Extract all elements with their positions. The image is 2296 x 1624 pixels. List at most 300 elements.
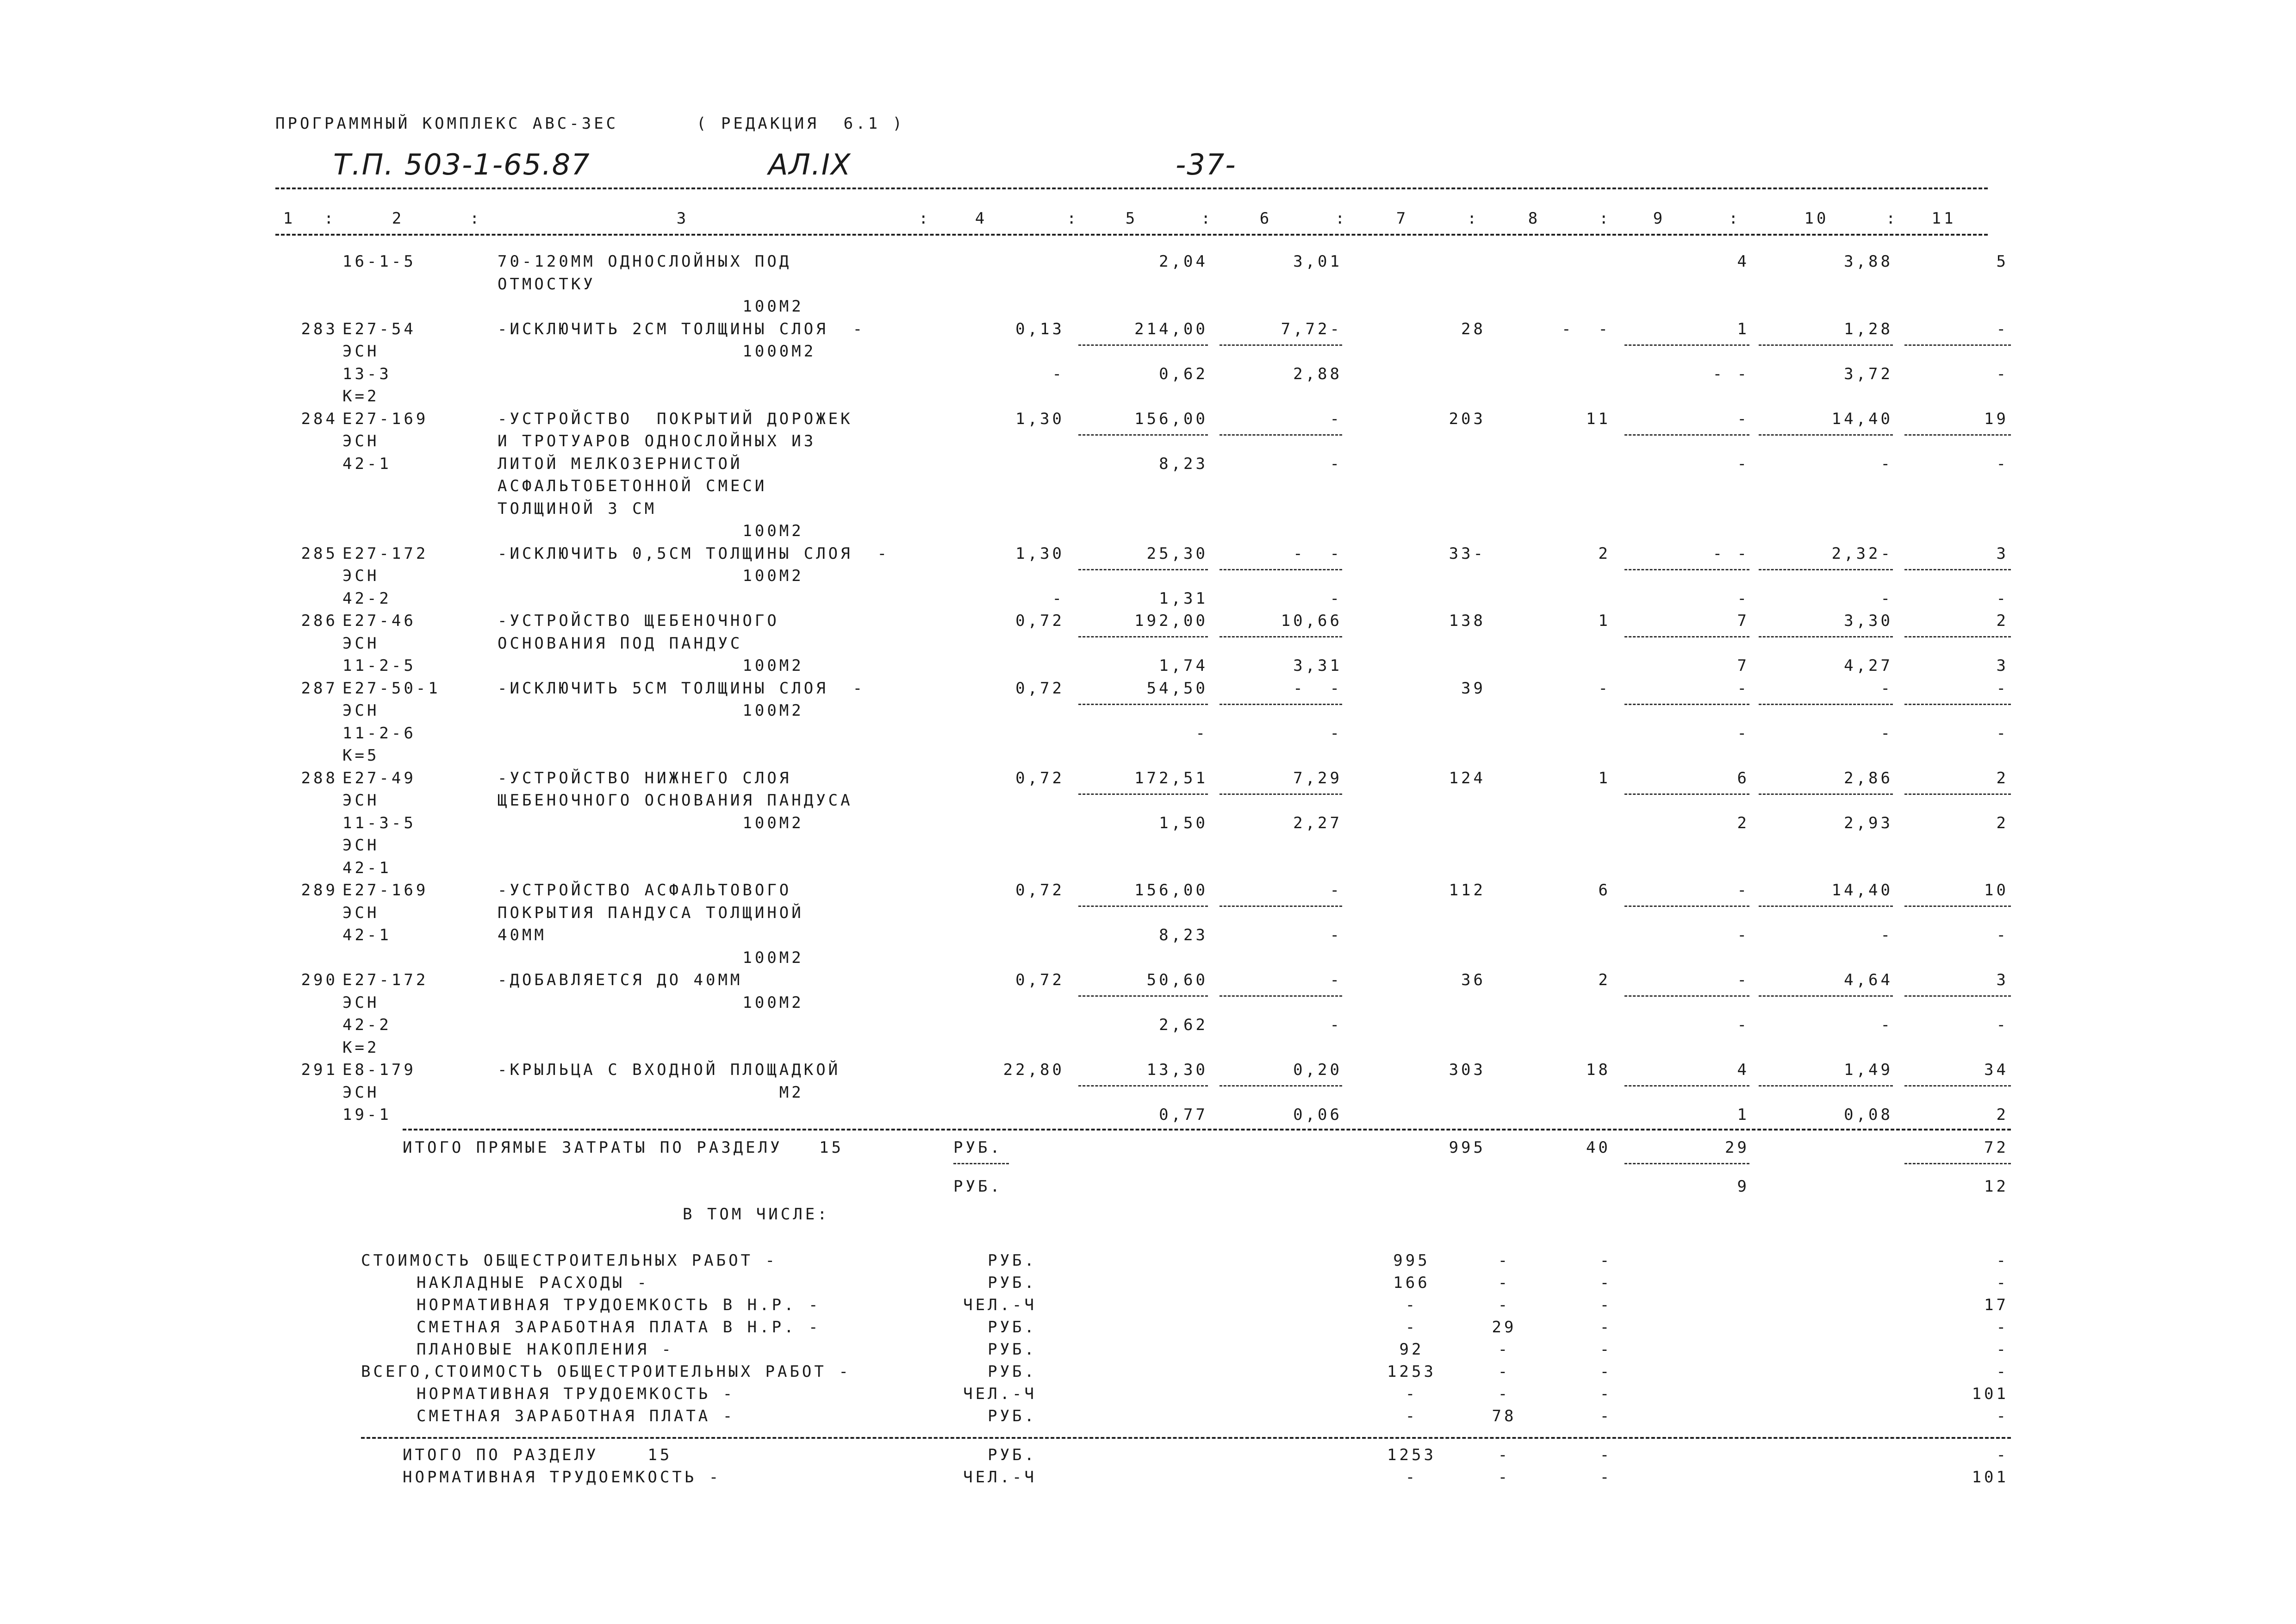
column-header-11: 11 [1931, 209, 1956, 228]
table-cell-col7: 112 [1449, 881, 1486, 899]
final-col8: - [1498, 1468, 1511, 1487]
final-col7: - [1405, 1468, 1418, 1487]
table-cell-col2: 42-1 [342, 926, 392, 944]
dashed-separator [1904, 906, 2011, 907]
table-cell-col2: ЭСН [342, 836, 380, 855]
dashed-separator [1220, 793, 1342, 795]
dashed-separator [1078, 344, 1208, 346]
table-cell-col3: ОТМОСТКУ [498, 275, 596, 294]
project-number: Т.П. 503-1-65.87 [333, 148, 591, 181]
table-cell-col9: - [1737, 409, 1749, 428]
table-cell-col11: 2 [1996, 1106, 2009, 1124]
table-cell-col3: 1000М2 [498, 342, 816, 361]
column-divider: : [1729, 209, 1741, 228]
summary-col8: - [1498, 1295, 1511, 1314]
table-cell-col8: - [1598, 679, 1611, 698]
table-cell-col5: 1,50 [1159, 813, 1208, 832]
table-cell-col9: - [1737, 971, 1749, 989]
column-header-6: 6 [1259, 209, 1272, 228]
table-cell-col3: ЛИТОЙ МЕЛКОЗЕРНИСТОЙ [498, 454, 743, 473]
dashed-separator [1220, 636, 1342, 637]
table-cell-col9: 4 [1737, 1061, 1749, 1079]
table-cell-col7: 39 [1461, 679, 1486, 698]
table-cell-col5: 214,00 [1134, 319, 1208, 338]
table-cell-col10: 2,93 [1844, 813, 1893, 832]
table-cell-col2: ЭСН [342, 903, 380, 922]
table-cell-col10: 14,40 [1831, 409, 1893, 428]
table-cell-col2: ЭСН [342, 701, 380, 720]
table-cell-col11: 10 [1984, 881, 2009, 899]
totals-col9: 29 [1725, 1138, 1749, 1157]
including-heading: В ТОМ ЧИСЛЕ: [683, 1205, 830, 1224]
summary-col9: - [1599, 1340, 1612, 1359]
totals2-col11: 12 [1984, 1177, 2009, 1196]
summary-unit: РУБ. [988, 1362, 1037, 1381]
table-cell-col3: 40ММ [498, 926, 547, 944]
dashed-separator [1904, 434, 2011, 436]
dashed-separator [1904, 636, 2011, 637]
summary-label: ВСЕГО,СТОИМОСТЬ ОБЩЕСТРОИТЕЛЬНЫХ РАБОТ - [361, 1362, 851, 1381]
table-cell-col7: 28 [1461, 319, 1486, 338]
dashed-separator [1904, 1085, 2011, 1087]
table-cell-col6: - [1330, 881, 1342, 899]
table-cell-col9: 1 [1737, 319, 1749, 338]
dashed-separator [1759, 704, 1893, 705]
table-cell-col4: - [1052, 364, 1064, 383]
table-cell-col6: - [1330, 724, 1342, 743]
table-cell-col6: 10,66 [1281, 612, 1342, 630]
table-cell-col6: 2,27 [1293, 813, 1342, 832]
summary-label: СМЕТНАЯ ЗАРАБОТНАЯ ПЛАТА В Н.Р. - [417, 1318, 821, 1337]
table-cell-col2: Е27-169 [342, 409, 429, 428]
table-cell-col2: ЭСН [342, 634, 380, 653]
table-cell-col10: - [1880, 679, 1893, 698]
dashed-separator [1220, 344, 1342, 346]
dashed-separator [1904, 569, 2011, 570]
final-label: НОРМАТИВНАЯ ТРУДОЕМКОСТЬ - [403, 1468, 722, 1487]
summary-col7: 166 [1393, 1273, 1430, 1292]
dashed-separator [1904, 704, 2011, 705]
column-header-8: 8 [1528, 209, 1541, 228]
table-cell-col10: 14,40 [1831, 881, 1893, 899]
table-cell-col10: 3,30 [1844, 612, 1893, 630]
dashed-separator [1904, 995, 2011, 997]
dashed-separator [1220, 704, 1342, 705]
table-cell-col8: - - [1562, 319, 1611, 338]
table-cell-col2: 19-1 [342, 1106, 392, 1124]
header-rule-bottom [275, 234, 1988, 236]
table-cell-col4: - [1052, 589, 1064, 608]
final-unit: ЧЕЛ.-Ч [963, 1468, 1037, 1487]
table-cell-col11: - [1996, 454, 2009, 473]
table-cell-col4: 0,72 [1015, 612, 1064, 630]
final-col11: - [1996, 1445, 2009, 1464]
table-cell-col1: 290 [301, 971, 338, 989]
summary-unit: РУБ. [988, 1406, 1037, 1425]
column-header-9: 9 [1653, 209, 1666, 228]
table-cell-col9: 7 [1737, 656, 1749, 675]
table-cell-col5: 8,23 [1159, 454, 1208, 473]
table-cell-col2: 42-2 [342, 589, 392, 608]
dashed-separator [1759, 344, 1893, 346]
table-cell-col5: - [1195, 724, 1208, 743]
table-cell-col10: - [1880, 589, 1893, 608]
table-cell-col1: 284 [301, 409, 338, 428]
final-col9: - [1599, 1468, 1612, 1487]
column-divider: : [919, 209, 931, 228]
table-cell-col1: 283 [301, 319, 338, 338]
table-cell-col5: 54,50 [1146, 679, 1208, 698]
column-divider: : [470, 209, 482, 228]
dashed-separator [1078, 906, 1208, 907]
dashed-separator [1078, 995, 1208, 997]
dashed-separator [1904, 344, 2011, 346]
table-cell-col3: -УСТРОЙСТВО ЩЕБЕНОЧНОГО [498, 612, 779, 630]
dashed-separator [1624, 1163, 1749, 1164]
table-cell-col9: - [1737, 926, 1749, 944]
table-cell-col2: К=2 [342, 1038, 380, 1057]
dashed-separator [1759, 793, 1893, 795]
table-cell-col11: - [1996, 589, 2009, 608]
table-cell-col11: 2 [1996, 768, 2009, 787]
totals2-col9: 9 [1737, 1177, 1749, 1196]
table-cell-col10: 1,49 [1844, 1061, 1893, 1079]
table-cell-col2: 11-2-6 [342, 724, 416, 743]
table-cell-col3: 100М2 [498, 948, 804, 967]
table-cell-col5: 2,62 [1159, 1016, 1208, 1034]
table-cell-col10: 0,08 [1844, 1106, 1893, 1124]
summary-col7: - [1405, 1384, 1418, 1403]
table-cell-col5: 156,00 [1134, 881, 1208, 899]
summary-col11: - [1996, 1362, 2009, 1381]
table-cell-col7: 33- [1449, 544, 1486, 563]
summary-unit: ЧЕЛ.-Ч [963, 1295, 1037, 1314]
dashed-separator [1220, 906, 1342, 907]
album-number: АЛ.IX [768, 148, 852, 181]
table-cell-col9: - [1737, 589, 1749, 608]
summary-col7: 92 [1399, 1340, 1424, 1359]
totals-unit: РУБ. [953, 1138, 1002, 1157]
dashed-separator [1078, 793, 1208, 795]
table-cell-col9: - - [1712, 364, 1749, 383]
table-cell-col5: 192,00 [1134, 612, 1208, 630]
dashed-separator [953, 1163, 1009, 1164]
table-cell-col2: 16-1-5 [342, 252, 416, 271]
dashed-separator [1624, 704, 1749, 705]
dashed-separator [1624, 636, 1749, 637]
table-cell-col3: 100М2 [498, 297, 804, 316]
table-cell-col9: 6 [1737, 768, 1749, 787]
table-cell-col9: - - [1712, 544, 1749, 563]
table-cell-col9: - [1737, 724, 1749, 743]
column-header-10: 10 [1804, 209, 1829, 228]
table-cell-col7: 36 [1461, 971, 1486, 989]
dashed-separator [1904, 1163, 2011, 1164]
summary-unit: РУБ. [988, 1318, 1037, 1337]
table-cell-col10: 4,64 [1844, 971, 1893, 989]
table-cell-col2: 11-2-5 [342, 656, 416, 675]
dashed-separator [1220, 1085, 1342, 1087]
summary-label: НОРМАТИВНАЯ ТРУДОЕМКОСТЬ - [417, 1384, 735, 1403]
summary-col7: - [1405, 1318, 1418, 1337]
edition-label: ( РЕДАКЦИЯ 6.1 ) [697, 114, 905, 133]
table-cell-col2: Е27-169 [342, 881, 429, 899]
dashed-separator [1078, 704, 1208, 705]
table-cell-col3: ПОКРЫТИЯ ПАНДУСА ТОЛЩИНОЙ [498, 903, 804, 922]
table-cell-col2: ЭСН [342, 432, 380, 450]
summary-col11: 101 [1972, 1384, 2009, 1403]
table-cell-col8: 1 [1598, 612, 1611, 630]
table-cell-col2: К=2 [342, 387, 380, 406]
dashed-separator [1624, 906, 1749, 907]
table-cell-col2: ЭСН [342, 791, 380, 810]
dashed-separator [1759, 995, 1893, 997]
table-cell-col1: 289 [301, 881, 338, 899]
table-cell-col3: М2 [498, 1083, 804, 1102]
dashed-separator [1078, 434, 1208, 436]
column-header-7: 7 [1396, 209, 1409, 228]
table-cell-col6: 0,06 [1293, 1106, 1342, 1124]
table-cell-col3: 100М2 [498, 656, 804, 675]
dashed-separator [1624, 344, 1749, 346]
dashed-separator [1759, 636, 1893, 637]
table-cell-col6: - [1330, 1016, 1342, 1034]
column-divider: : [1467, 209, 1480, 228]
table-cell-col3: -ИСКЛЮЧИТЬ 2СМ ТОЛЩИНЫ СЛОЯ - [498, 319, 865, 338]
table-cell-col2: Е27-172 [342, 544, 429, 563]
final-col8: - [1498, 1445, 1511, 1464]
table-cell-col8: 2 [1598, 971, 1611, 989]
table-cell-col6: - - [1293, 679, 1342, 698]
table-cell-col8: 2 [1598, 544, 1611, 563]
totals-col7: 995 [1449, 1138, 1486, 1157]
summary-col11: - [1996, 1251, 2009, 1270]
table-cell-col6: - - [1293, 544, 1342, 563]
summary-unit: РУБ. [988, 1273, 1037, 1292]
table-cell-col8: 6 [1598, 881, 1611, 899]
table-cell-col1: 287 [301, 679, 338, 698]
column-divider: : [1886, 209, 1898, 228]
totals-direct-costs-label: ИТОГО ПРЯМЫЕ ЗАТРАТЫ ПО РАЗДЕЛУ 15 [403, 1138, 844, 1157]
table-cell-col11: - [1996, 1016, 2009, 1034]
table-cell-col2: ЭСН [342, 993, 380, 1012]
table-cell-col11: 19 [1984, 409, 2009, 428]
summary-col11: - [1996, 1318, 2009, 1337]
table-cell-col3: 100М2 [498, 701, 804, 720]
summary-col8: - [1498, 1273, 1511, 1292]
table-cell-col9: - [1737, 679, 1749, 698]
summary-col11: - [1996, 1340, 2009, 1359]
table-cell-col10: 3,72 [1844, 364, 1893, 383]
table-cell-col10: - [1880, 926, 1893, 944]
table-cell-col3: -УСТРОЙСТВО АСФАЛЬТОВОГО [498, 881, 792, 899]
dashed-separator [1904, 793, 2011, 795]
table-cell-col6: 2,88 [1293, 364, 1342, 383]
table-cell-col11: 3 [1996, 544, 2009, 563]
summary-col9: - [1599, 1273, 1612, 1292]
table-cell-col2: 42-2 [342, 1016, 392, 1034]
table-cell-col3: 70-120ММ ОДНОСЛОЙНЫХ ПОД [498, 252, 792, 271]
summary-col8: - [1498, 1384, 1511, 1403]
table-cell-col4: 0,72 [1015, 971, 1064, 989]
table-cell-col3: АСФАЛЬТОБЕТОННОЙ СМЕСИ [498, 477, 767, 495]
table-cell-col2: Е27-172 [342, 971, 429, 989]
table-cell-col3: -УСТРОЙСТВО ПОКРЫТИЙ ДОРОЖЕК [498, 409, 853, 428]
summary-label: СТОИМОСТЬ ОБЩЕСТРОИТЕЛЬНЫХ РАБОТ - [361, 1251, 778, 1270]
table-cell-col6: - [1330, 589, 1342, 608]
table-cell-col11: 2 [1996, 612, 2009, 630]
table-cell-col5: 156,00 [1134, 409, 1208, 428]
final-unit: РУБ. [988, 1445, 1037, 1464]
table-cell-col5: 1,74 [1159, 656, 1208, 675]
summary-label: СМЕТНАЯ ЗАРАБОТНАЯ ПЛАТА - [417, 1406, 735, 1425]
summary-label: НОРМАТИВНАЯ ТРУДОЕМКОСТЬ В Н.Р. - [417, 1295, 821, 1314]
table-cell-col11: - [1996, 679, 2009, 698]
column-divider: : [1067, 209, 1079, 228]
table-cell-col9: - [1737, 1016, 1749, 1034]
table-cell-col2: 11-3-5 [342, 813, 416, 832]
table-cell-col1: 285 [301, 544, 338, 563]
summary-col11: 17 [1984, 1295, 2009, 1314]
table-cell-col2: 42-1 [342, 858, 392, 877]
table-cell-col4: 0,72 [1015, 679, 1064, 698]
dashed-separator [1220, 995, 1342, 997]
table-cell-col3: ОСНОВАНИЯ ПОД ПАНДУС [498, 634, 743, 653]
table-cell-col11: 3 [1996, 971, 2009, 989]
dashed-separator [1624, 569, 1749, 570]
table-cell-col3: 100М2 [498, 522, 804, 540]
table-cell-col5: 0,62 [1159, 364, 1208, 383]
summary-unit: ЧЕЛ.-Ч [963, 1384, 1037, 1403]
table-cell-col7: 203 [1449, 409, 1486, 428]
table-cell-col2: ЭСН [342, 342, 380, 361]
table-cell-col3: ЩЕБЕНОЧНОГО ОСНОВАНИЯ ПАНДУСА [498, 791, 853, 810]
table-cell-col10: - [1880, 724, 1893, 743]
table-cell-col6: 7,72- [1281, 319, 1342, 338]
column-header-4: 4 [975, 209, 988, 228]
table-cell-col6: - [1330, 454, 1342, 473]
table-cell-col3: И ТРОТУАРОВ ОДНОСЛОЙНЫХ ИЗ [498, 432, 816, 450]
table-cell-col4: 22,80 [1003, 1061, 1064, 1079]
summary-col8: 29 [1492, 1318, 1517, 1337]
table-cell-col2: Е27-54 [342, 319, 416, 338]
summary-col11: - [1996, 1406, 2009, 1425]
dashed-separator [1759, 1085, 1893, 1087]
table-cell-col3: ТОЛЩИНОЙ 3 СМ [498, 499, 657, 518]
table-cell-col10: 3,88 [1844, 252, 1893, 271]
table-cell-col1: 291 [301, 1061, 338, 1079]
table-cell-col9: 7 [1737, 612, 1749, 630]
table-cell-col5: 13,30 [1146, 1061, 1208, 1079]
dashed-separator [1759, 434, 1893, 436]
summary-col9: - [1599, 1251, 1612, 1270]
summary-col7: 1253 [1387, 1362, 1436, 1381]
table-cell-col5: 172,51 [1134, 768, 1208, 787]
table-cell-col10: 4,27 [1844, 656, 1893, 675]
table-cell-col4: 0,72 [1015, 881, 1064, 899]
dashed-separator [1759, 569, 1893, 570]
table-cell-col11: 34 [1984, 1061, 2009, 1079]
page-number: -37- [1176, 148, 1237, 181]
table-cell-col8: 18 [1586, 1061, 1611, 1079]
summary-col7: - [1405, 1406, 1418, 1425]
table-cell-col6: 7,29 [1293, 768, 1342, 787]
summary-col9: - [1599, 1318, 1612, 1337]
totals-unit-2: РУБ. [953, 1177, 1002, 1196]
dashed-separator [1759, 906, 1893, 907]
table-cell-col8: 1 [1598, 768, 1611, 787]
table-cell-col7: 303 [1449, 1061, 1486, 1079]
table-cell-col9: - [1737, 454, 1749, 473]
header-rule-top [275, 187, 1988, 189]
table-cell-col1: 286 [301, 612, 338, 630]
summary-col8: - [1498, 1251, 1511, 1270]
table-cell-col7: 138 [1449, 612, 1486, 630]
table-cell-col2: 13-3 [342, 364, 392, 383]
table-cell-col6: - [1330, 926, 1342, 944]
table-cell-col2: Е27-49 [342, 768, 416, 787]
dashed-separator [1078, 636, 1208, 637]
summary-col11: - [1996, 1273, 2009, 1292]
table-cell-col10: 1,28 [1844, 319, 1893, 338]
dashed-separator [1624, 1085, 1749, 1087]
table-cell-col10: 2,32- [1831, 544, 1893, 563]
table-cell-col6: 3,01 [1293, 252, 1342, 271]
table-cell-col1: 288 [301, 768, 338, 787]
table-cell-col2: Е8-179 [342, 1061, 416, 1079]
dashed-separator [403, 1129, 2011, 1131]
table-cell-col9: 4 [1737, 252, 1749, 271]
table-cell-col11: 2 [1996, 813, 2009, 832]
table-cell-col5: 0,77 [1159, 1106, 1208, 1124]
summary-col9: - [1599, 1362, 1612, 1381]
summary-col9: - [1599, 1406, 1612, 1425]
table-cell-col11: 5 [1996, 252, 2009, 271]
table-cell-col10: - [1880, 454, 1893, 473]
totals-col8: 40 [1586, 1138, 1611, 1157]
dashed-separator [1624, 434, 1749, 436]
table-cell-col7: 124 [1449, 768, 1486, 787]
dashed-separator [361, 1437, 2011, 1439]
table-cell-col3: -ИСКЛЮЧИТЬ 5СМ ТОЛЩИНЫ СЛОЯ - [498, 679, 865, 698]
table-cell-col3: 100М2 [498, 813, 804, 832]
table-cell-col5: 50,60 [1146, 971, 1208, 989]
summary-col7: 995 [1393, 1251, 1430, 1270]
table-cell-col9: 2 [1737, 813, 1749, 832]
table-cell-col2: К=5 [342, 746, 380, 765]
column-divider: : [1599, 209, 1612, 228]
table-cell-col2: ЭСН [342, 567, 380, 585]
dashed-separator [1078, 1085, 1208, 1087]
dashed-separator [1624, 995, 1749, 997]
dashed-separator [1220, 569, 1342, 570]
column-header-1: 1 [283, 209, 296, 228]
column-divider: : [1201, 209, 1213, 228]
table-cell-col5: 2,04 [1159, 252, 1208, 271]
dashed-separator [1078, 569, 1208, 570]
final-col9: - [1599, 1445, 1612, 1464]
summary-col9: - [1599, 1295, 1612, 1314]
column-header-3: 3 [676, 209, 689, 228]
table-cell-col3: -ИСКЛЮЧИТЬ 0,5СМ ТОЛЩИНЫ СЛОЯ - [498, 544, 890, 563]
dashed-separator [1624, 793, 1749, 795]
table-cell-col6: - [1330, 409, 1342, 428]
table-cell-col6: 3,31 [1293, 656, 1342, 675]
table-cell-col5: 8,23 [1159, 926, 1208, 944]
table-cell-col3: -ДОБАВЛЯЕТСЯ ДО 40ММ [498, 971, 743, 989]
summary-label: ПЛАНОВЫЕ НАКОПЛЕНИЯ - [417, 1340, 674, 1359]
table-cell-col5: 25,30 [1146, 544, 1208, 563]
